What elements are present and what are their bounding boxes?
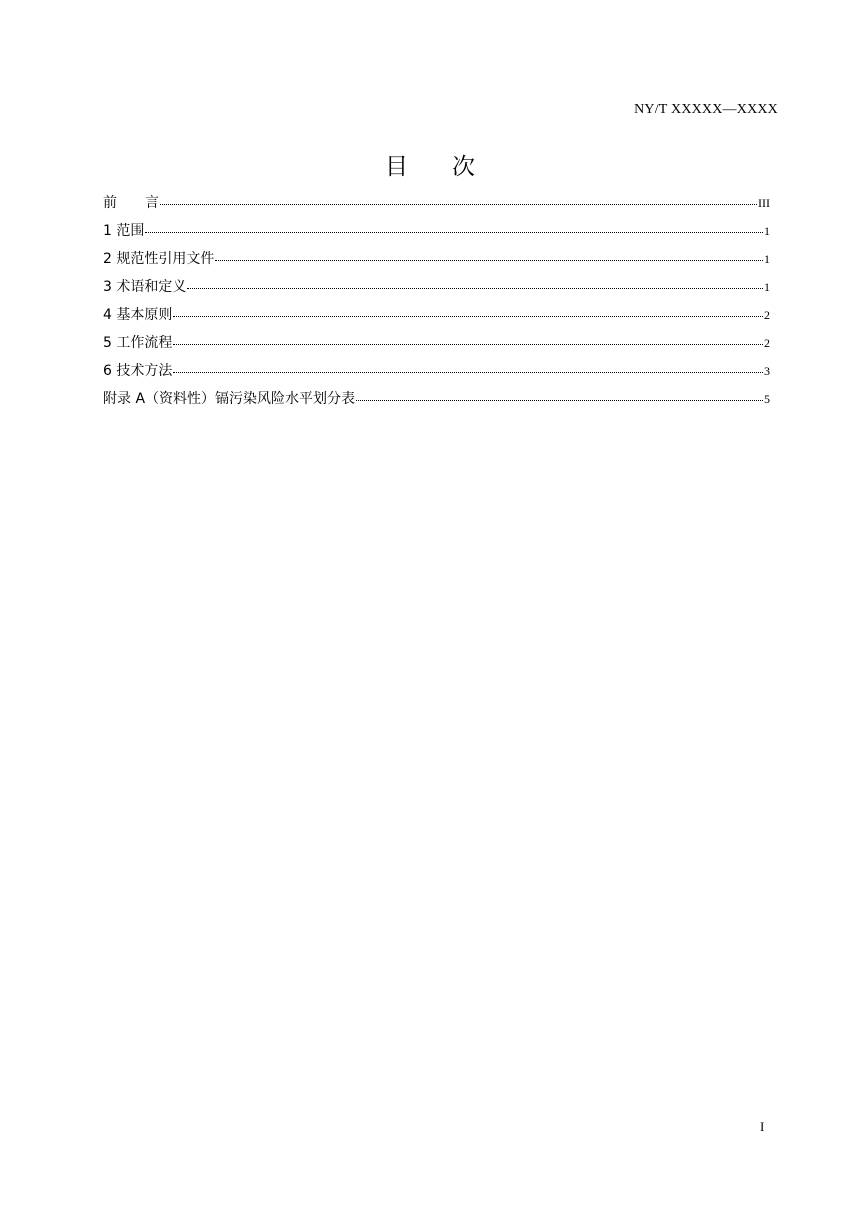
toc-leader-dots [187, 288, 763, 289]
toc-entry-label: 1 范围 [103, 223, 145, 239]
toc-entry-page: 2 [764, 336, 770, 350]
toc-entry-label: 3 术语和定义 [103, 279, 187, 295]
toc-entry-basic-principles[interactable] [103, 303, 770, 331]
toc-entry-page: 1 [764, 280, 770, 294]
toc-entry-workflow[interactable] [103, 331, 770, 359]
toc-entry-label: 前 言 [103, 195, 159, 211]
toc-leader-dots [145, 232, 763, 233]
toc-entry-page: 2 [764, 308, 770, 322]
toc-entry-terms-definitions[interactable] [103, 275, 770, 303]
toc-entry-label: 2 规范性引用文件 [103, 251, 215, 267]
toc-list [103, 191, 770, 415]
toc-entry-appendix-a[interactable] [103, 387, 770, 415]
toc-leader-dots [173, 372, 763, 373]
toc-title [0, 148, 860, 181]
toc-title-part2: 次 [452, 154, 475, 180]
toc-entry-page: 5 [764, 392, 770, 406]
toc-title-part1: 目 [385, 154, 408, 180]
toc-leader-dots [215, 260, 763, 261]
toc-entry-label: 4 基本原则 [103, 307, 173, 323]
document-code: NY/T XXXXX—XXXX [634, 102, 778, 117]
toc-entry-label: 5 工作流程 [103, 335, 173, 351]
toc-entry-page: 1 [764, 224, 770, 238]
toc-entry-normative-references[interactable] [103, 247, 770, 275]
toc-entry-label: 附录 A（资料性）镉污染风险水平划分表 [103, 391, 356, 407]
toc-entry-page: III [758, 196, 770, 210]
page-number: I [760, 1119, 765, 1134]
toc-leader-dots [173, 316, 763, 317]
toc-entry-page: 1 [764, 252, 770, 266]
toc-entry-scope[interactable] [103, 219, 770, 247]
toc-entry-label: 6 技术方法 [103, 363, 173, 379]
toc-entry-page: 3 [764, 364, 770, 378]
toc-entry-technical-methods[interactable] [103, 359, 770, 387]
toc-entry-foreword[interactable] [103, 191, 770, 219]
toc-leader-dots [160, 204, 757, 205]
toc-leader-dots [356, 400, 763, 401]
toc-leader-dots [173, 344, 763, 345]
